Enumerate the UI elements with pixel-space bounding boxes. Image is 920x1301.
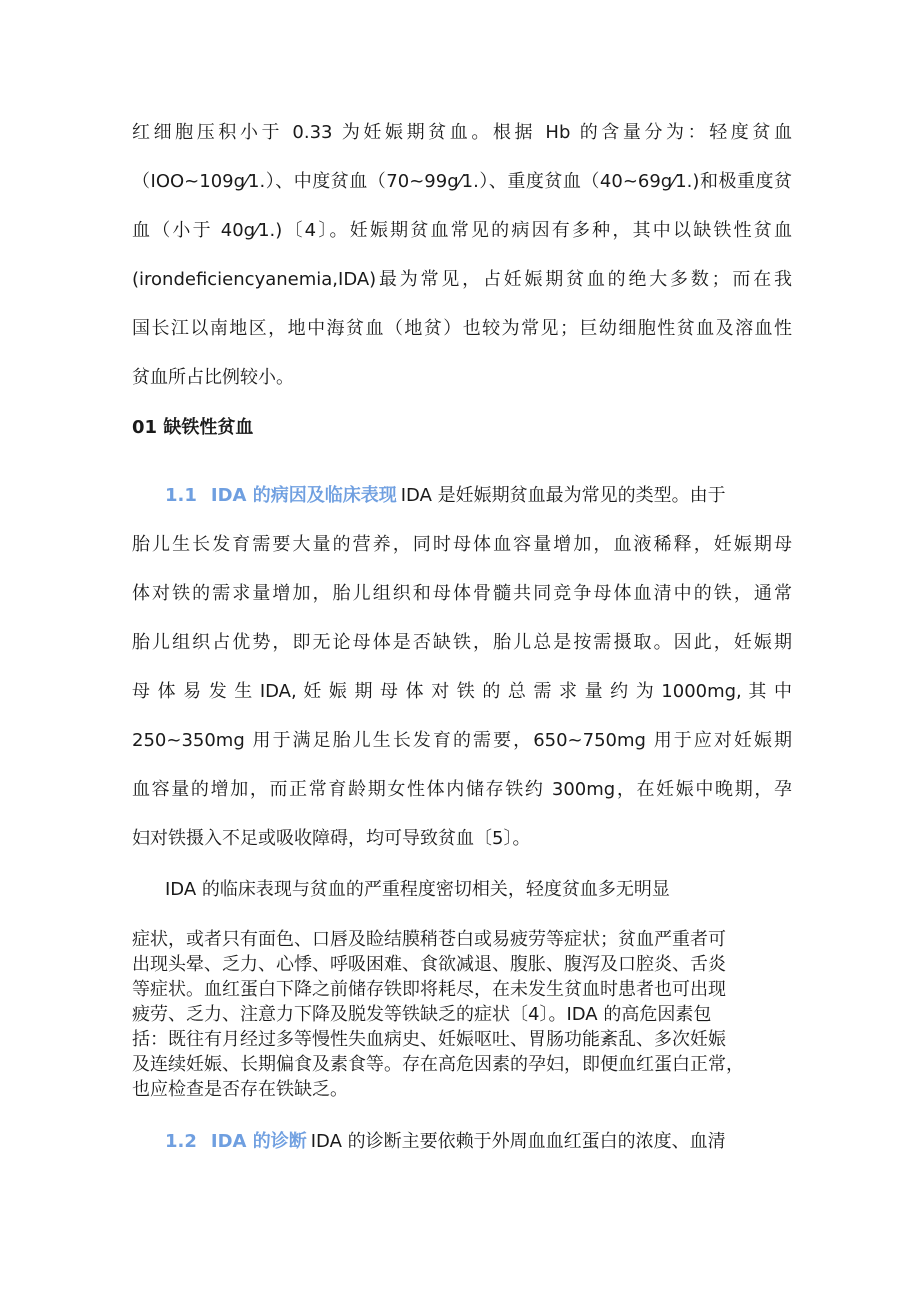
body-line: 疲劳、乏力、注意力下降及脱发等铁缺乏的症状〔4〕。IDA 的高危因素包: [132, 1004, 712, 1025]
body-line: 体对铁的需求量增加，胎儿组织和母体骨髓共同竞争母体血清中的铁，通常: [132, 583, 792, 604]
body-line: 症状，或者只有面色、口唇及睑结膜稍苍白或易疲劳等症状；贫血严重者可: [132, 929, 726, 950]
intro-line: （IOO~109g⁄1.）、中度贫血（70~99g⁄1.）、重度贫血（40~69g⁄1.)和极重度贫: [132, 171, 792, 192]
subsection-1-2-first-line: [165, 1130, 792, 1154]
body-line: 括：既往有月经过多等慢性失血病史、妊娠呕吐、胃肠功能紊乱、多次妊娠: [132, 1029, 726, 1050]
body-line: 妇对铁摄入不足或吸收障碍，均可导致贫血〔5〕。: [132, 828, 531, 849]
intro-line: (irondeficiencyanemia,IDA)最为常见，占妊娠期贫血的绝大多数；而在我: [132, 269, 792, 290]
body-line: 胎儿生长发育需要大量的营养，同时母体血容量增加，血液稀释，妊娠期母: [132, 534, 792, 555]
intro-line: 红细胞压积小于 0.33 为妊娠期贫血。根据 Hb 的含量分为：轻度贫血: [132, 122, 792, 143]
body-line: 出现头晕、乏力、心悸、呼吸困难、食欲减退、腹胀、腹泻及口腔炎、舌炎: [132, 954, 726, 975]
intro-line: 血（小于 40g⁄1.)〔4〕。妊娠期贫血常见的病因有多种，其中以缺铁性贫血: [132, 220, 792, 241]
body-line: 及连续妊娠、长期偏食及素食等。存在高危因素的孕妇，即便血红蛋白正常，: [132, 1054, 744, 1075]
subsection-text: IDA 是妊娠期贫血最为常见的类型。由于: [400, 485, 726, 506]
intro-line: 贫血所占比例较小。: [132, 367, 294, 388]
subsection-title: IDA 的诊断: [210, 1131, 307, 1152]
body-line: 血容量的增加，而正常育龄期女性体内储存铁约 300mg，在妊娠中晚期，孕: [132, 779, 792, 800]
body-line: 等症状。血红蛋白下降之前储存铁即将耗尽，在未发生贫血时患者也可出现: [132, 979, 726, 1000]
subsection-number: 1.2: [165, 1131, 197, 1152]
subsection-text: IDA 的诊断主要依赖于外周血血红蛋白的浓度、血清: [310, 1131, 726, 1152]
body-line: 250~350mg 用于满足胎儿生长发育的需要，650~750mg 用于应对妊娠期: [132, 730, 792, 751]
subsection-title: IDA 的病因及临床表现: [210, 485, 397, 506]
body-line: 也应检查是否存在铁缺乏。: [132, 1079, 348, 1100]
section-heading: 01 缺铁性贫血: [132, 417, 254, 438]
body-line: 母 体 易 发 生 IDA, 妊 娠 期 母 体 对 铁 的 总 需 求 量 约 为 1000mg, 其 中: [132, 681, 792, 702]
body-line: 胎儿组织占优势，即无论母体是否缺铁，胎儿总是按需摄取。因此，妊娠期: [132, 632, 792, 653]
subsection-1-1-first-line: [165, 484, 792, 508]
paragraph-first-line: IDA 的临床表现与贫血的严重程度密切相关，轻度贫血多无明显: [165, 879, 670, 900]
intro-line: 国长江以南地区，地中海贫血（地贫）也较为常见；巨幼细胞性贫血及溶血性: [132, 318, 792, 339]
subsection-number: 1.1: [165, 485, 197, 506]
